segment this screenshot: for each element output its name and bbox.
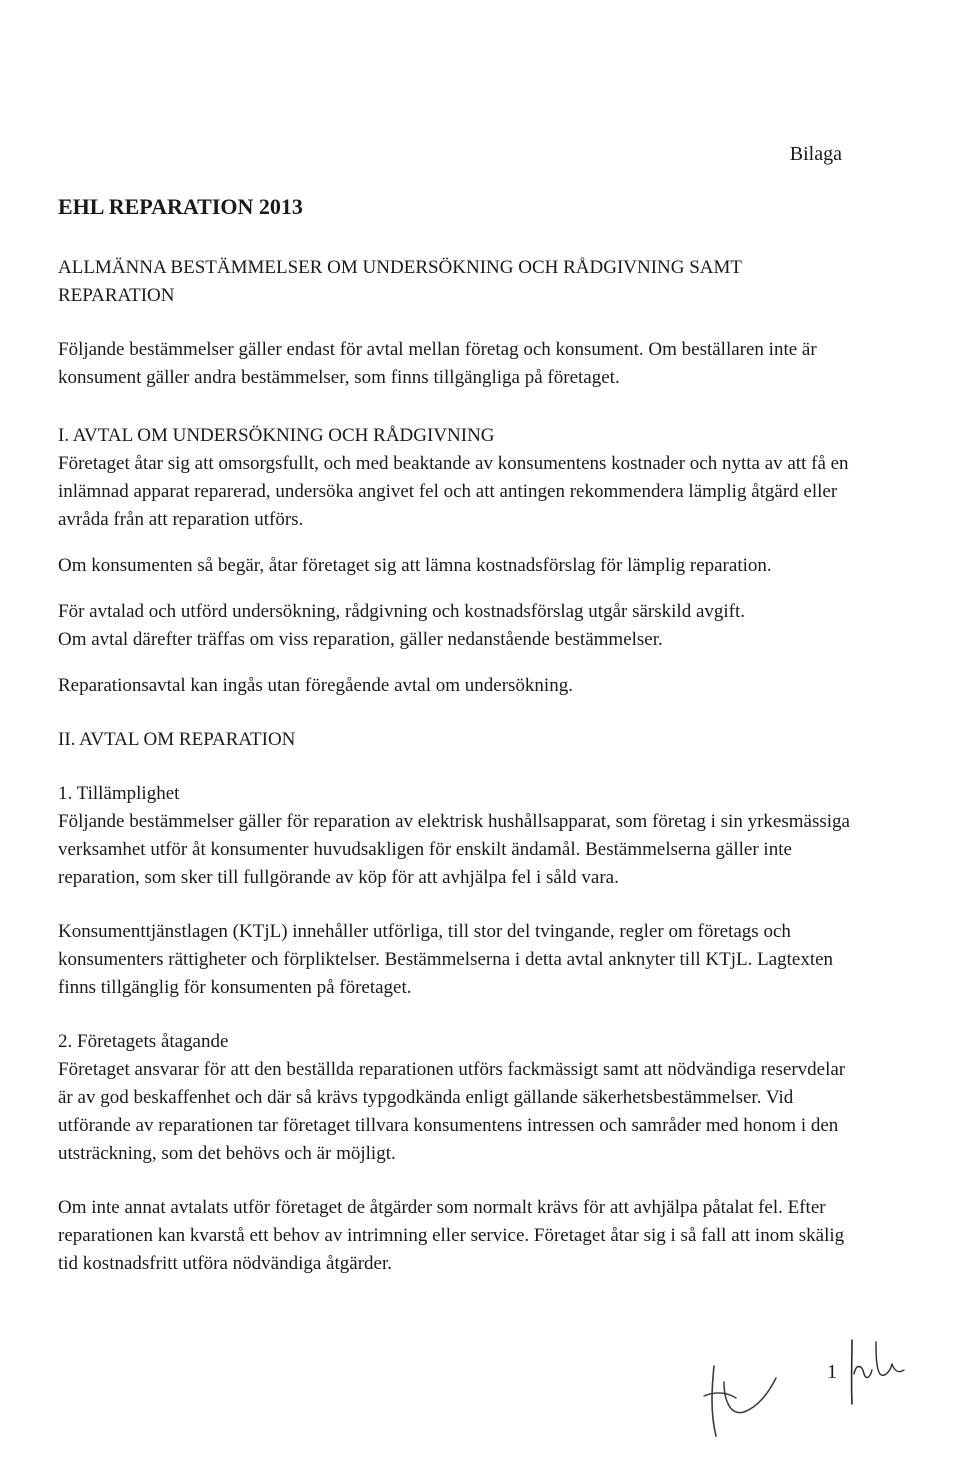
document-body [58, 254, 858, 1278]
handwritten-initials-right [840, 1334, 910, 1406]
subsection-1-paragraph-2: Konsumenttjänstlagen (KTjL) innehåller utförliga, till stor del tvingande, regler om företags och konsumenters rättigheter och förpliktelser. Bestämmelserna i detta avtal anknyter till KTjL. Lagtexten finns tillgänglig för konsumenten på företaget. [58, 921, 834, 998]
section-1-paragraph-3-line-1: För avtalad och utförd undersökning, rådgivning och kostnadsförslag utgår särskild avgift. [58, 601, 746, 622]
section-1 [58, 422, 858, 534]
subsection-2-paragraph-1: Företaget ansvarar för att den beställda reparationen utförs fackmässigt samt att nödvändiga reservdelar är av god beskaffenhet och där så krävs typgodkända enligt gällande säkerhetsbestämmelser. Vid utförande av reparationen tar företaget tillvara konsumentens intressen och samråder med honom i den utsträckning, som det behövs och är möjligt. [58, 1059, 846, 1164]
section-1-paragraph-1: Företaget åtar sig att omsorgsfullt, och med beaktande av konsumentens kostnader och nytta av att få en inlämnad apparat reparerad, undersöka angivet fel och att antingen rekommendera lämplig åtgärd eller avråda från att reparation utförs. [58, 453, 849, 530]
subtitle [58, 254, 858, 310]
subsection-2-paragraph-2: Om inte annat avtalats utför företaget de åtgärder som normalt krävs för att avhjälpa påtalat fel. Efter reparationen kan kvarstå ett behov av intrimning eller service. Företaget åtar sig i så fall att inom skälig tid kostnadsfritt utföra nödvändiga åtgärder. [58, 1197, 845, 1274]
section-1-paragraph-2: Om konsumenten så begär, åtar företaget sig att lämna kostnadsförslag för lämplig reparation. [58, 555, 772, 576]
page-number: 1 [827, 1361, 837, 1383]
subtitle-line-1: ALLMÄNNA BESTÄMMELSER OM UNDERSÖKNING OCH RÅDGIVNING SAMT [58, 257, 743, 278]
subtitle-line-2: REPARATION [58, 285, 175, 306]
subsection-1 [58, 780, 858, 892]
document-title: EHL REPARATION 2013 [58, 194, 303, 219]
subsection-1-heading: 1. Tillämplighet [58, 783, 180, 804]
handwritten-initials-left [700, 1360, 790, 1440]
section-1-paragraph-3 [58, 598, 858, 654]
section-1-heading: I. AVTAL OM UNDERSÖKNING OCH RÅDGIVNING [58, 425, 495, 446]
section-1-paragraph-4: Reparationsavtal kan ingås utan föregående avtal om undersökning. [58, 675, 573, 696]
intro-paragraph: Följande bestämmelser gäller endast för avtal mellan företag och konsument. Om beställaren inte är konsument gäller andra bestämmelser, som finns tillgängliga på företaget. [58, 339, 817, 388]
attachment-label: Bilaga [789, 143, 842, 165]
subsection-2 [58, 1028, 858, 1168]
section-1-paragraph-3-line-2: Om avtal därefter träffas om viss reparation, gäller nedanstående bestämmelser. [58, 629, 663, 650]
subsection-1-paragraph-1: Följande bestämmelser gäller för reparation av elektrisk hushållsapparat, som företag i sin yrkesmässiga verksamhet utför åt konsumenter huvudsakligen för enskilt ändamål. Bestämmelserna gäller inte reparation, som sker till fullgörande av köp för att avhjälpa fel i såld vara. [58, 811, 850, 888]
section-2-heading: II. AVTAL OM REPARATION [58, 729, 296, 750]
subsection-2-heading: 2. Företagets åtagande [58, 1031, 229, 1052]
